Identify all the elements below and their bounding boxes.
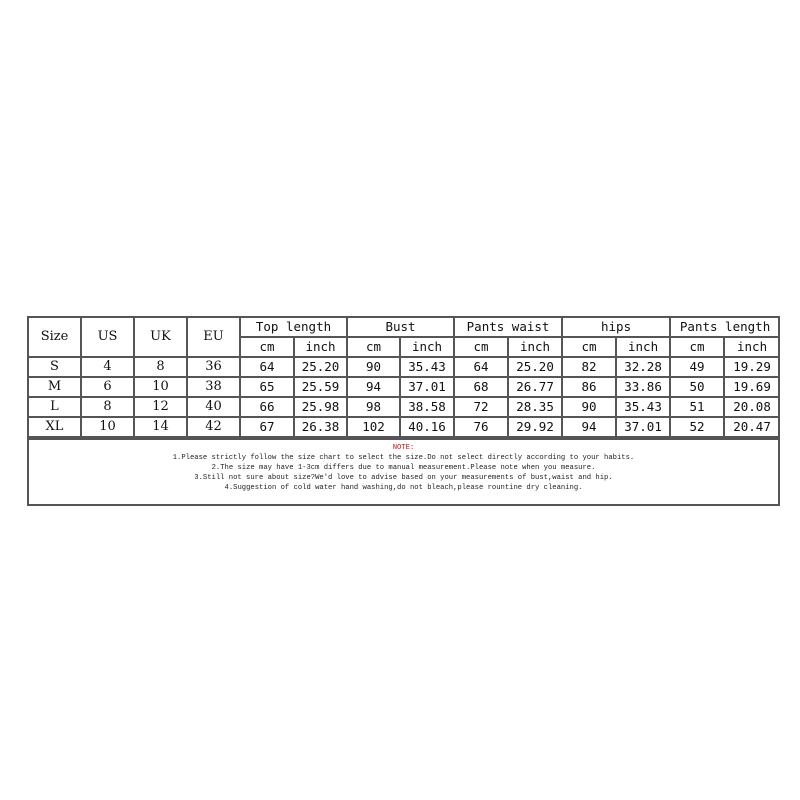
cell-waist-inch: 28.35 (508, 397, 562, 417)
table-row (29, 397, 779, 417)
cell-uk: 12 (134, 397, 187, 417)
cell-top-cm: 66 (240, 397, 294, 417)
cell-bust-cm: 102 (347, 417, 400, 437)
cell-top-cm: 65 (240, 377, 294, 397)
cell-top-cm: 67 (240, 417, 294, 437)
cell-pants-inch: 20.47 (724, 417, 779, 437)
cell-bust-inch: 37.01 (400, 377, 454, 397)
cell-pants-inch: 20.08 (724, 397, 779, 417)
cell-bust-inch: 40.16 (400, 417, 454, 437)
cell-pants-cm: 52 (670, 417, 724, 437)
unit-cm: cm (240, 337, 294, 357)
size-table (29, 318, 779, 438)
cell-size: L (29, 397, 81, 417)
table-row (29, 417, 779, 437)
cell-hips-inch: 35.43 (616, 397, 670, 417)
unit-inch: inch (400, 337, 454, 357)
cell-waist-cm: 64 (454, 357, 508, 377)
header-size: Size (29, 318, 81, 357)
cell-us: 6 (81, 377, 134, 397)
header-hips: hips (562, 318, 670, 337)
cell-eu: 42 (187, 417, 240, 437)
cell-uk: 10 (134, 377, 187, 397)
cell-bust-cm: 98 (347, 397, 400, 417)
cell-size: S (29, 357, 81, 377)
cell-waist-inch: 29.92 (508, 417, 562, 437)
unit-cm: cm (562, 337, 616, 357)
cell-top-inch: 25.98 (294, 397, 347, 417)
cell-pants-inch: 19.69 (724, 377, 779, 397)
header-pants-length: Pants length (670, 318, 779, 337)
cell-hips-cm: 94 (562, 417, 616, 437)
cell-pants-cm: 49 (670, 357, 724, 377)
cell-top-inch: 26.38 (294, 417, 347, 437)
unit-cm: cm (454, 337, 508, 357)
cell-hips-inch: 33.86 (616, 377, 670, 397)
table-row (29, 377, 779, 397)
header-eu: EU (187, 318, 240, 357)
unit-cm: cm (670, 337, 724, 357)
notes-section (29, 438, 778, 504)
table-row (29, 357, 779, 377)
cell-top-cm: 64 (240, 357, 294, 377)
cell-uk: 14 (134, 417, 187, 437)
cell-bust-cm: 90 (347, 357, 400, 377)
unit-inch: inch (508, 337, 562, 357)
unit-inch: inch (616, 337, 670, 357)
note-line: 2.The size may have 1-3cm differs due to manual measurement.Please note when you measure. (211, 464, 596, 472)
cell-waist-cm: 68 (454, 377, 508, 397)
cell-uk: 8 (134, 357, 187, 377)
cell-size: M (29, 377, 81, 397)
size-chart (27, 316, 780, 506)
cell-pants-inch: 19.29 (724, 357, 779, 377)
unit-cm: cm (347, 337, 400, 357)
header-uk: UK (134, 318, 187, 357)
cell-eu: 36 (187, 357, 240, 377)
cell-us: 4 (81, 357, 134, 377)
cell-top-inch: 25.20 (294, 357, 347, 377)
cell-us: 8 (81, 397, 134, 417)
header-row (29, 318, 779, 337)
cell-eu: 40 (187, 397, 240, 417)
cell-size: XL (29, 417, 81, 437)
cell-eu: 38 (187, 377, 240, 397)
cell-hips-inch: 37.01 (616, 417, 670, 437)
cell-bust-inch: 35.43 (400, 357, 454, 377)
cell-hips-cm: 90 (562, 397, 616, 417)
cell-waist-inch: 26.77 (508, 377, 562, 397)
cell-bust-inch: 38.58 (400, 397, 454, 417)
header-pants-waist: Pants waist (454, 318, 562, 337)
notes-title: NOTE: (392, 444, 415, 452)
note-line: 3.Still not sure about size?We'd love to advise based on your measurements of bust,waist and hip. (194, 474, 613, 482)
note-line: 1.Please strictly follow the size chart to select the size.Do not select directly according to your habits. (172, 454, 635, 462)
cell-us: 10 (81, 417, 134, 437)
cell-waist-cm: 76 (454, 417, 508, 437)
header-top-length: Top length (240, 318, 347, 337)
cell-waist-cm: 72 (454, 397, 508, 417)
cell-hips-cm: 86 (562, 377, 616, 397)
cell-hips-inch: 32.28 (616, 357, 670, 377)
header-bust: Bust (347, 318, 454, 337)
cell-pants-cm: 51 (670, 397, 724, 417)
header-us: US (81, 318, 134, 357)
unit-inch: inch (724, 337, 779, 357)
note-line: 4.Suggestion of cold water hand washing,do not bleach,please rountine dry cleaning. (224, 484, 583, 492)
cell-pants-cm: 50 (670, 377, 724, 397)
unit-inch: inch (294, 337, 347, 357)
cell-hips-cm: 82 (562, 357, 616, 377)
cell-top-inch: 25.59 (294, 377, 347, 397)
cell-waist-inch: 25.20 (508, 357, 562, 377)
cell-bust-cm: 94 (347, 377, 400, 397)
